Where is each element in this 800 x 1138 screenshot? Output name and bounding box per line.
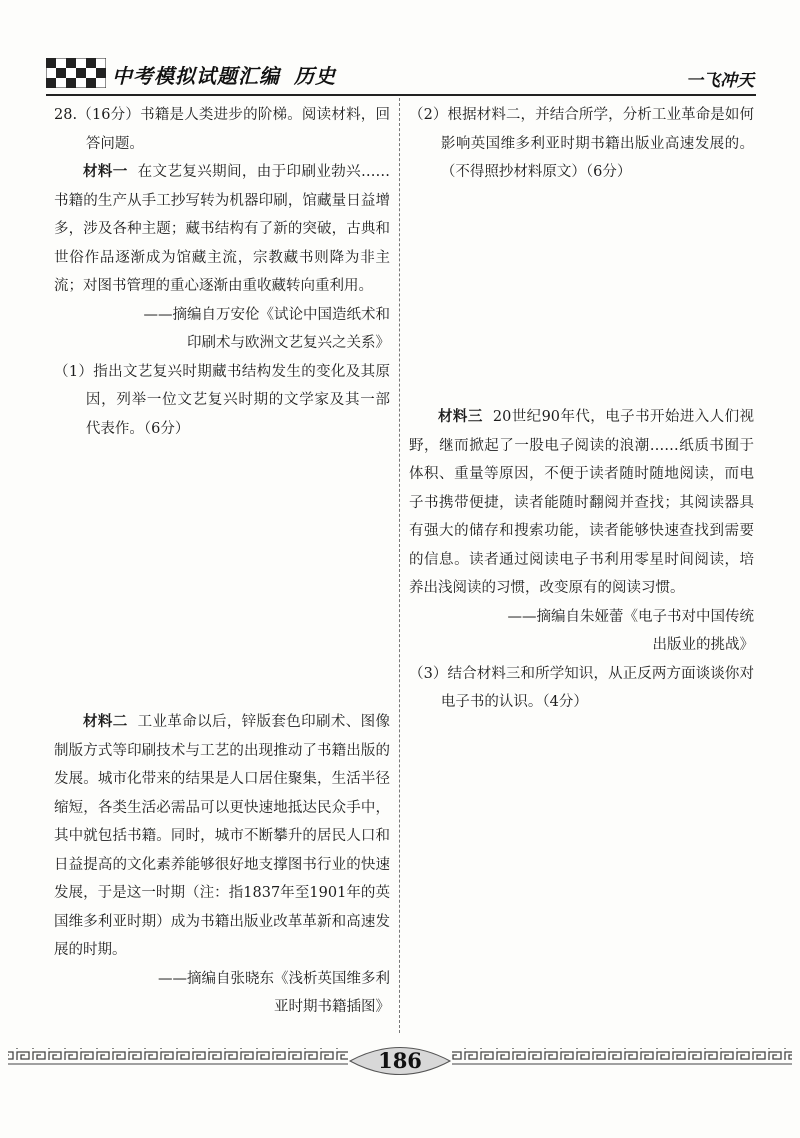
material-3-text: 20世纪90年代，电子书开始进入人们视野，继而掀起了一股电子阅读的浪潮……纸质书囿于体积、重量等原因，不便于读者随时随地阅读，而电子书携带便捷，读者能随时翻阅并查找；其阅读器具有强大的储存和搜索功能，读者能够快速查找到需要的信息。读者通过阅读电子书利用零星时间阅读，培养出浅阅读的习惯，改变原有的阅读习惯。: [409, 409, 755, 596]
material-1-text: 在文艺复兴期间，由于印刷业勃兴……书籍的生产从手工抄写转为机器印刷，馆藏量日益增多，涉及各种主题；藏书结构有了新的突破，古典和世俗作品逐渐成为馆藏主流，宗教藏书则降为非主流；对图书管理的重心逐渐由重收藏转向重利用。: [54, 164, 391, 294]
material-3: [409, 403, 754, 603]
right-column-lower: [409, 403, 754, 717]
material-2: [54, 708, 390, 965]
series-title: [112, 60, 336, 89]
series-title-text: 中考模拟试题汇编: [112, 64, 280, 88]
material-2-source: ——摘编自张晓东《浅析英国维多利亚时期书籍插图》: [158, 970, 390, 1015]
material-2-text: 工业革命以后，锌版套色印刷术、图像制版方式等印刷技术与工艺的出现推动了书籍出版的发展。城市化带来的结果是人口居住聚集，生活半径缩短，各类生活必需品可以更快速地抵达民众手中，其中就包括书籍。同时，城市不断攀升的居民人口和日益提高的文化素养能够很好地支撑图书行业的快速发展，于是这一时期（注：指1837年至1901年的英国维多利亚时期）成为书籍出版业改革革新和高速发展的时期。: [54, 714, 391, 958]
sub-question-2: （2）根据材料二，并结合所学，分析工业革命是如何影响英国维多利亚时期书籍出版业高速发展的。（不得照抄材料原文）（6分）: [409, 107, 754, 180]
question-stem: 28.（16分）书籍是人类进步的阶梯。阅读材料，回答问题。: [54, 107, 390, 152]
left-column-lower: [54, 708, 390, 1022]
checkerboard-logo-icon: [46, 58, 106, 88]
material-1-label: 材料一: [83, 163, 128, 180]
material-1-source: ——摘编自万安伦《试论中国造纸术和印刷术与欧洲文艺复兴之关系》: [143, 306, 390, 351]
material-3-source: ——摘编自朱娅蕾《电子书对中国传统出版业的挑战》: [507, 608, 754, 653]
header-rule: [46, 94, 756, 96]
page-number: 186: [378, 1048, 422, 1073]
sub-question-3: （3）结合材料三和所学知识，从正反两方面谈谈你对电子书的认识。（4分）: [409, 665, 754, 710]
right-column: [409, 101, 754, 187]
brand-logo: 一飞冲天: [686, 71, 754, 91]
left-column: [54, 101, 390, 443]
column-divider: [399, 98, 400, 1033]
material-1: [54, 158, 390, 301]
material-3-label: 材料三: [438, 408, 483, 425]
material-2-label: 材料二: [83, 713, 128, 730]
subject-label: 历史: [294, 64, 336, 88]
sub-question-1: （1）指出文艺复兴时期藏书结构发生的变化及其原因，列举一位文艺复兴时期的文学家及其一部代表作。（6分）: [54, 363, 390, 437]
page-header: [0, 0, 800, 104]
